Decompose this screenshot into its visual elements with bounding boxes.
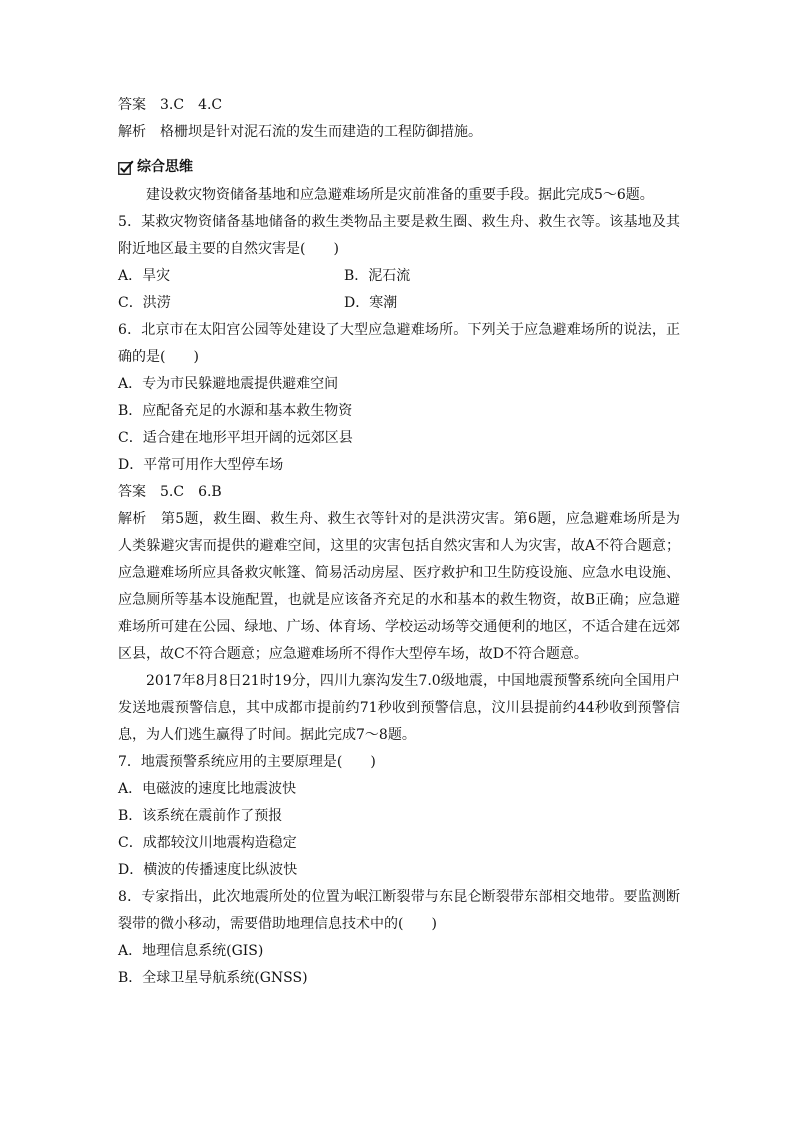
option-c: C．成都较汶川地震构造稳定 (118, 835, 297, 851)
answer-label: 答案 (118, 97, 146, 113)
option-d: D．横波的传播速度比纵波快 (118, 862, 298, 878)
answer-value: 5.C 6.B (160, 484, 222, 500)
analysis-label: 解析 (118, 511, 147, 527)
option-c: C．适合建在地形平坦开阔的远郊区县 (118, 430, 353, 446)
option-c: C．洪涝 (118, 295, 171, 311)
option-b: B．全球卫星导航系统(GNSS) (118, 970, 308, 986)
analysis-line-1 (118, 119, 680, 146)
option-a: A．地理信息系统(GIS) (118, 943, 264, 959)
intro-paragraph-2: 2017年8月8日21时19分，四川九寨沟发生7.0级地震，中国地震预警系统向全国用户发送地震预警信息，其中成都市提前约71秒收到预警信息，汶川县提前约44秒收到预警信息，为人们逃生赢得了时间。据此完成7～8题。 (118, 673, 680, 743)
question-7-stem: 7．地震预警系统应用的主要原理是( ) (118, 754, 376, 770)
document-page (118, 92, 680, 992)
answer-line-2 (118, 479, 680, 506)
analysis-text: 格栅坝是针对泥石流的发生而建造的工程防御措施。 (160, 124, 482, 140)
question-6-stem: 6．北京市在太阳宫公园等处建设了大型应急避难场所。下列关于应急避难场所的说法，正确的是( ) (118, 322, 680, 365)
question-5-options-row-1 (118, 263, 680, 290)
question-8-stem: 8．专家指出，此次地震所处的位置为岷江断裂带与东昆仑断裂带东部相交地带。要监测断裂带的微小移动，需要借助地理信息技术中的( ) (118, 889, 680, 932)
section-title-text: 综合思维 (137, 159, 193, 175)
question-5-options-row-2 (118, 290, 680, 317)
option-a: A．电磁波的速度比地震波快 (118, 781, 297, 797)
analysis-paragraph-2 (118, 506, 680, 668)
option-b: B．应配备充足的水源和基本救生物资 (118, 403, 353, 419)
option-d: D．平常可用作大型停车场 (118, 457, 284, 473)
option-a: A．旱灾 (118, 268, 171, 284)
option-d: D．寒潮 (344, 295, 398, 311)
section-title (118, 152, 680, 182)
answer-line-1 (118, 92, 680, 119)
option-a: A．专为市民躲避地震提供避难空间 (118, 376, 339, 392)
question-5-stem: 5．某救灾物资储备基地储备的救生类物品主要是救生圈、救生舟、救生衣等。该基地及其附近地区最主要的自然灾害是( ) (118, 214, 680, 257)
option-b: B．该系统在震前作了预报 (118, 808, 283, 824)
intro-paragraph-1: 建设救灾物资储备基地和应急避难场所是灾前准备的重要手段。据此完成5～6题。 (146, 187, 654, 203)
option-b: B．泥石流 (344, 268, 411, 284)
analysis-text: 第5题，救生圈、救生舟、救生衣等针对的是洪涝灾害。第6题，应急避难场所是为人类躲避灾害而提供的避难空间，这里的灾害包括自然灾害和人为灾害，故A不符合题意；应急避难场所应具备救灾帐篷、简易活动房屋、医疗救护和卫生防疫设施、应急水电设施、应急厕所等基本设施配置，也就是应该备齐充足的水和基本的救生物资，故B正确；应急避难场所可建在公园、绿地、广场、体育场、学校运动场等交通便利的地区，不适合建在远郊区县，故C不符合题意；应急避难场所不得作大型停车场，故D不符合题意。 (118, 511, 680, 662)
answer-value: 3.C 4.C (160, 97, 223, 113)
answer-label: 答案 (118, 484, 146, 500)
analysis-label: 解析 (118, 124, 146, 140)
checkbox-checked-icon (118, 160, 133, 175)
